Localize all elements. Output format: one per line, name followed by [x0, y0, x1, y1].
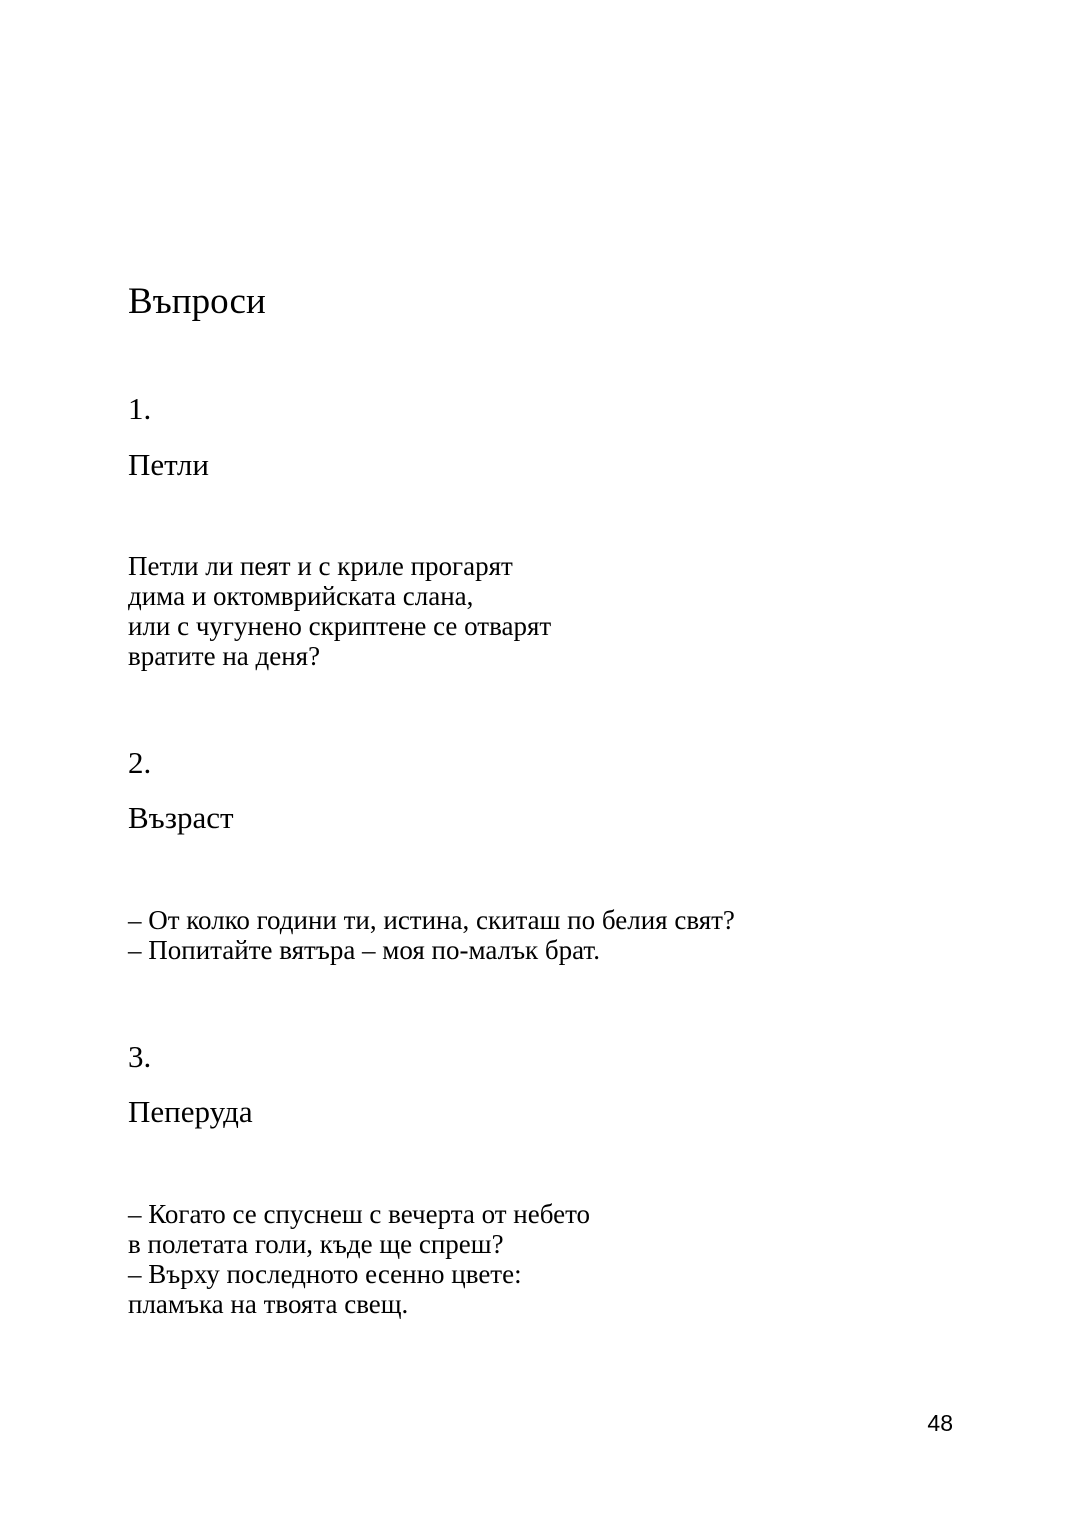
section-1-stanza — [128, 551, 551, 671]
section-1-title: Петли — [128, 447, 209, 482]
page-number: 48 — [927, 1410, 953, 1436]
section-2-number: 2. — [128, 745, 152, 780]
poem-line: – Когато се спуснеш с вечерта от небето — [128, 1199, 591, 1229]
poem-line: Петли ли пеят и с криле прогарят — [128, 551, 513, 581]
poem-line: пламъка на твоята свещ. — [128, 1289, 409, 1319]
poem-line: в полетата голи, къде ще спреш? — [128, 1229, 504, 1259]
poem-line: вратите на деня? — [128, 641, 321, 671]
page-title: Въпроси — [128, 281, 266, 322]
poem-line: или с чугунено скриптене се отварят — [128, 611, 552, 641]
poem-line: – Попитайте вятъра – моя по-малък брат. — [128, 935, 600, 965]
section-3-number: 3. — [128, 1039, 152, 1074]
poem-line: – От колко години ти, истина, скиташ по белия свят? — [128, 905, 735, 935]
section-2-stanza — [128, 905, 735, 965]
poem-line: – Върху последното есенно цвете: — [128, 1259, 522, 1289]
section-1-number: 1. — [128, 391, 152, 426]
section-3-title: Пеперуда — [128, 1094, 253, 1129]
poem-line: дима и октомврийската слана, — [128, 581, 474, 611]
section-3-stanza — [128, 1199, 590, 1319]
section-2-title: Възраст — [128, 800, 234, 835]
